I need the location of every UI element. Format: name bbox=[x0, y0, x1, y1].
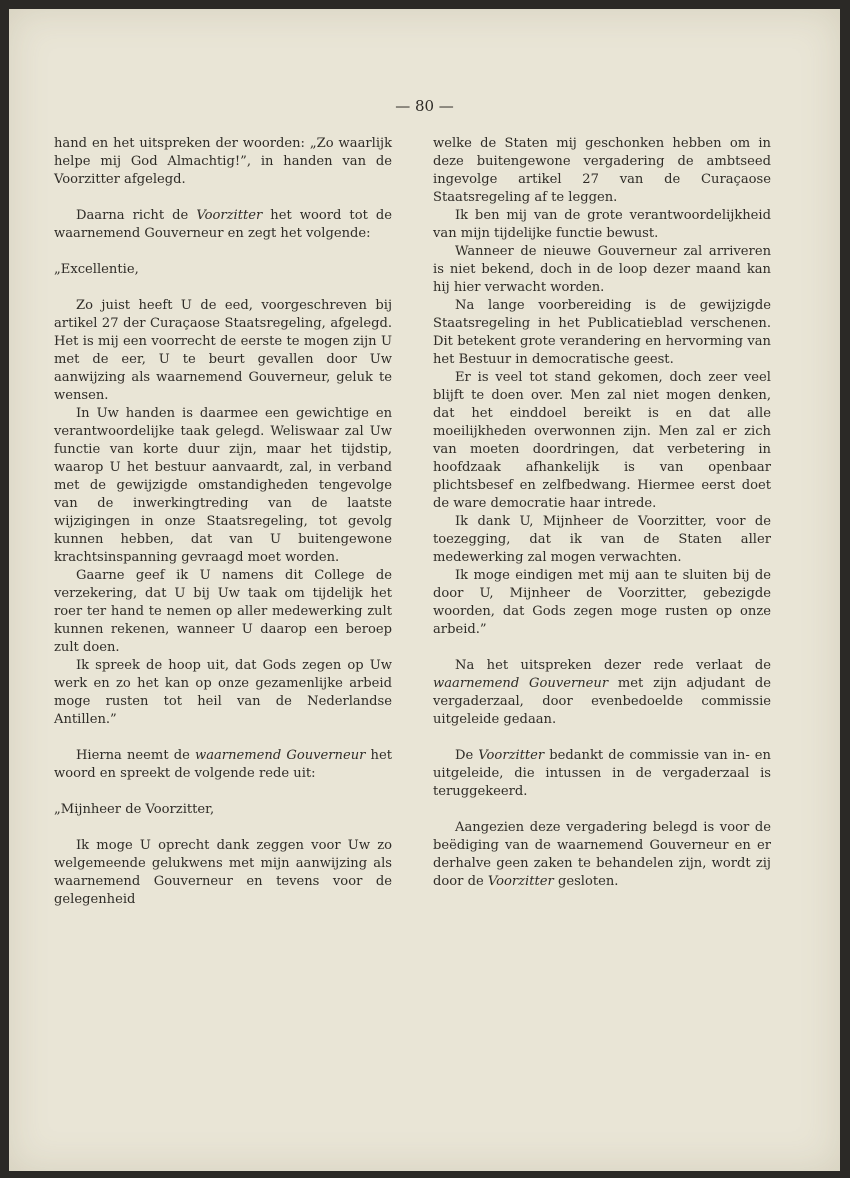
paragraph: Er is veel tot stand gekomen, doch zeer veel blijft te doen over. Men zal niet mogen denken, dat het einddoel bereikt is en dat alle moeilijkheden overwonnen zijn. Men zal er zich van moeten doordringen, dat verbetering in hoofdzaak afhankelijk is van openbaar plichtsbesef en zelfbedwang. Hiermee eerst doet de ware democratie haar intrede. bbox=[433, 370, 771, 511]
paragraph: De Voorzitter bedankt de commissie van in- en uitgeleide, die intussen in de vergaderzaal is teruggekeerd. bbox=[433, 748, 771, 799]
paragraph: Zo juist heeft U de eed, voorgeschreven bij artikel 27 der Curaçaose Staatsregeling, afgelegd. Het is mij een voorrecht de eerste te mogen zijn U met de eer, U te beurt gevallen door Uw aanwijzing als waarnemend Gouverneur, geluk te wensen. bbox=[54, 298, 392, 403]
paragraph: Aangezien deze vergadering belegd is voor de beëdiging van de waarnemend Gouverneur en er derhalve geen zaken te behandelen zijn, wordt zij door de Voorzitter gesloten. bbox=[433, 820, 771, 889]
right-column bbox=[433, 135, 771, 891]
paragraph: Na lange voorbereiding is de gewijzigde Staatsregeling in het Publicatieblad verschenen. Dit betekent grote verandering en hervorming van het Bestuur in democratische geest. bbox=[433, 298, 771, 367]
paragraph: Gaarne geef ik U namens dit College de verzekering, dat U bij Uw taak om tijdelijk het roer ter hand te nemen op aller medewerking zult kunnen rekenen, wanneer U daarop een beroep zult doen. bbox=[54, 568, 392, 655]
page-number: — 80 — bbox=[395, 97, 454, 115]
paragraph: hand en het uitspreken der woorden: „Zo waarlijk helpe mij God Almachtig!”, in handen van de Voorzitter afgelegd. bbox=[54, 136, 392, 187]
paragraph: Na het uitspreken dezer rede verlaat de waarnemend Gouverneur met zijn adjudant de vergaderzaal, door evenbedoelde commissie uitgeleide gedaan. bbox=[433, 658, 771, 727]
paragraph: Ik dank U, Mijnheer de Voorzitter, voor de toezegging, dat ik van de Staten aller medewerking zal mogen verwachten. bbox=[433, 514, 771, 565]
paragraph: Ik spreek de hoop uit, dat Gods zegen op Uw werk en zo het kan op onze gezamenlijke arbeid moge rusten tot heil van de Nederlandse Antillen.” bbox=[54, 658, 392, 727]
salutation: „Mijnheer de Voorzitter, bbox=[54, 802, 215, 817]
paragraph: Daarna richt de Voorzitter het woord tot de waarnemend Gouverneur en zegt het volgende: bbox=[54, 208, 393, 241]
salutation: „Excellentie, bbox=[54, 262, 139, 277]
left-column bbox=[54, 135, 392, 909]
paragraph: Wanneer de nieuwe Gouverneur zal arriveren is niet bekend, doch in de loop dezer maand kan hij hier verwacht worden. bbox=[433, 244, 771, 295]
paragraph: Ik moge eindigen met mij aan te sluiten bij de door U, Mijnheer de Voorzitter, gebezigde woorden, dat Gods zegen moge rusten op onze arbeid.” bbox=[433, 568, 771, 637]
paragraph: welke de Staten mij geschonken hebben om in deze buitengewone vergadering de ambtseed ingevolge artikel 27 van de Curaçaose Staatsregeling af te leggen. bbox=[433, 136, 771, 205]
paragraph: Ik moge U oprecht dank zeggen voor Uw zo welgemeende gelukwens met mijn aanwijzing als waarnemend Gouverneur en tevens voor de gelegenheid bbox=[54, 838, 392, 907]
paragraph: Ik ben mij van de grote verantwoordelijkheid van mijn tijdelijke functie bewust. bbox=[433, 208, 771, 241]
paragraph: Hierna neemt de waarnemend Gouverneur het woord en spreekt de volgende rede uit: bbox=[54, 748, 392, 781]
paragraph: In Uw handen is daarmee een gewichtige en verantwoordelijke taak gelegd. Weliswaar zal Uw functie van korte duur zijn, maar het tijdstip, waarop U het bestuur aanvaardt, zal, in verband met de gewijzigde omstandigheden tengevolge van de inwerkingtreding van de laatste wijzigingen in onze Staatsregeling, tot gevolg kunnen hebben, dat van U buitengewone krachtsinspanning gevraagd moet worden. bbox=[54, 406, 392, 565]
document-page bbox=[9, 9, 840, 1171]
